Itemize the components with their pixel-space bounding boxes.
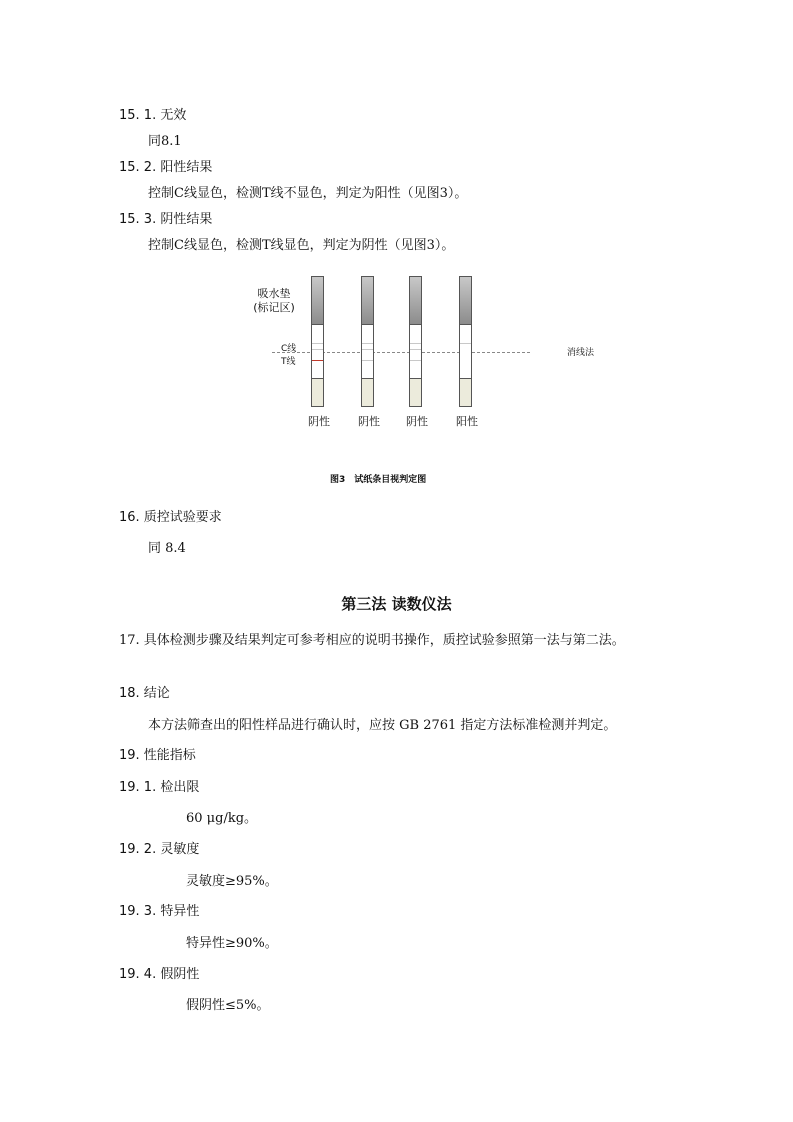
section-16-body: 同 8.4 bbox=[148, 541, 186, 556]
t-line-mark bbox=[410, 360, 421, 361]
absorbent-pad bbox=[362, 277, 373, 325]
section-19-3-heading: 19. 3. 特异性 bbox=[119, 904, 200, 919]
section-19-3-body: 特异性≥90%。 bbox=[186, 936, 278, 951]
sample-pad bbox=[312, 378, 323, 406]
section-19-4-heading: 19. 4. 假阴性 bbox=[119, 967, 200, 982]
strip-segment bbox=[410, 349, 421, 350]
section-18-heading: 18. 结论 bbox=[119, 686, 170, 701]
section-19-1-body: 60 μg/kg。 bbox=[186, 811, 258, 826]
section-18-body: 本方法筛查出的阳性样品进行确认时，应按 GB 2761 指定方法标准检测并判定。 bbox=[148, 718, 617, 733]
right-label: 消线法 bbox=[567, 348, 595, 358]
section-17-text: 17. 具体检测步骤及结果判定可参考相应的说明书操作，质控试验参照第一法与第二法。 bbox=[119, 633, 625, 648]
t-line-label: T线 bbox=[281, 357, 296, 367]
strip-label: 阳性 bbox=[456, 415, 478, 428]
section-15-1-body: 同8.1 bbox=[148, 134, 182, 149]
strip-segment bbox=[362, 349, 373, 350]
pad-label-line2: (标记区) bbox=[253, 301, 295, 314]
sample-pad bbox=[460, 378, 471, 406]
sample-pad bbox=[362, 378, 373, 406]
c-line-label: C线 bbox=[281, 344, 297, 354]
section-15-1-heading: 15. 1. 无效 bbox=[119, 108, 187, 123]
c-line-mark bbox=[410, 343, 421, 344]
section-15-3-heading: 15. 3. 阴性结果 bbox=[119, 212, 213, 227]
absorbent-pad bbox=[460, 277, 471, 325]
pad-label-line1: 吸水垫 bbox=[257, 287, 291, 300]
section-19-heading: 19. 性能指标 bbox=[119, 748, 196, 763]
absorbent-pad bbox=[410, 277, 421, 325]
strip-label: 阴性 bbox=[358, 415, 380, 428]
t-line-mark bbox=[362, 360, 373, 361]
test-strip bbox=[311, 276, 324, 407]
absorbent-pad bbox=[312, 277, 323, 325]
strip-label: 阴性 bbox=[406, 415, 428, 428]
sample-pad bbox=[410, 378, 421, 406]
t-line-mark bbox=[312, 360, 323, 361]
section-15-2-heading: 15. 2. 阳性结果 bbox=[119, 160, 213, 175]
strip-label: 阴性 bbox=[308, 415, 330, 428]
c-line-mark bbox=[362, 343, 373, 344]
part3-title: 第三法 读数仪法 bbox=[341, 595, 452, 613]
test-strip bbox=[459, 276, 472, 407]
c-line-mark bbox=[460, 343, 471, 344]
c-line-mark bbox=[312, 343, 323, 344]
section-19-2-heading: 19. 2. 灵敏度 bbox=[119, 842, 200, 857]
section-16-heading: 16. 质控试验要求 bbox=[119, 510, 222, 525]
test-strip bbox=[409, 276, 422, 407]
section-19-2-body: 灵敏度≥95%。 bbox=[186, 874, 278, 889]
section-19-1-heading: 19. 1. 检出限 bbox=[119, 780, 200, 795]
section-15-2-body: 控制C线显色，检测T线不显色，判定为阳性（见图3）。 bbox=[148, 186, 468, 201]
section-19-4-body: 假阴性≤5%。 bbox=[186, 998, 270, 1013]
figure-caption: 图3 试纸条目视判定图 bbox=[330, 475, 427, 485]
section-15-3-body: 控制C线显色，检测T线显色，判定为阴性（见图3）。 bbox=[148, 238, 455, 253]
strip-segment bbox=[312, 349, 323, 350]
test-strip bbox=[361, 276, 374, 407]
